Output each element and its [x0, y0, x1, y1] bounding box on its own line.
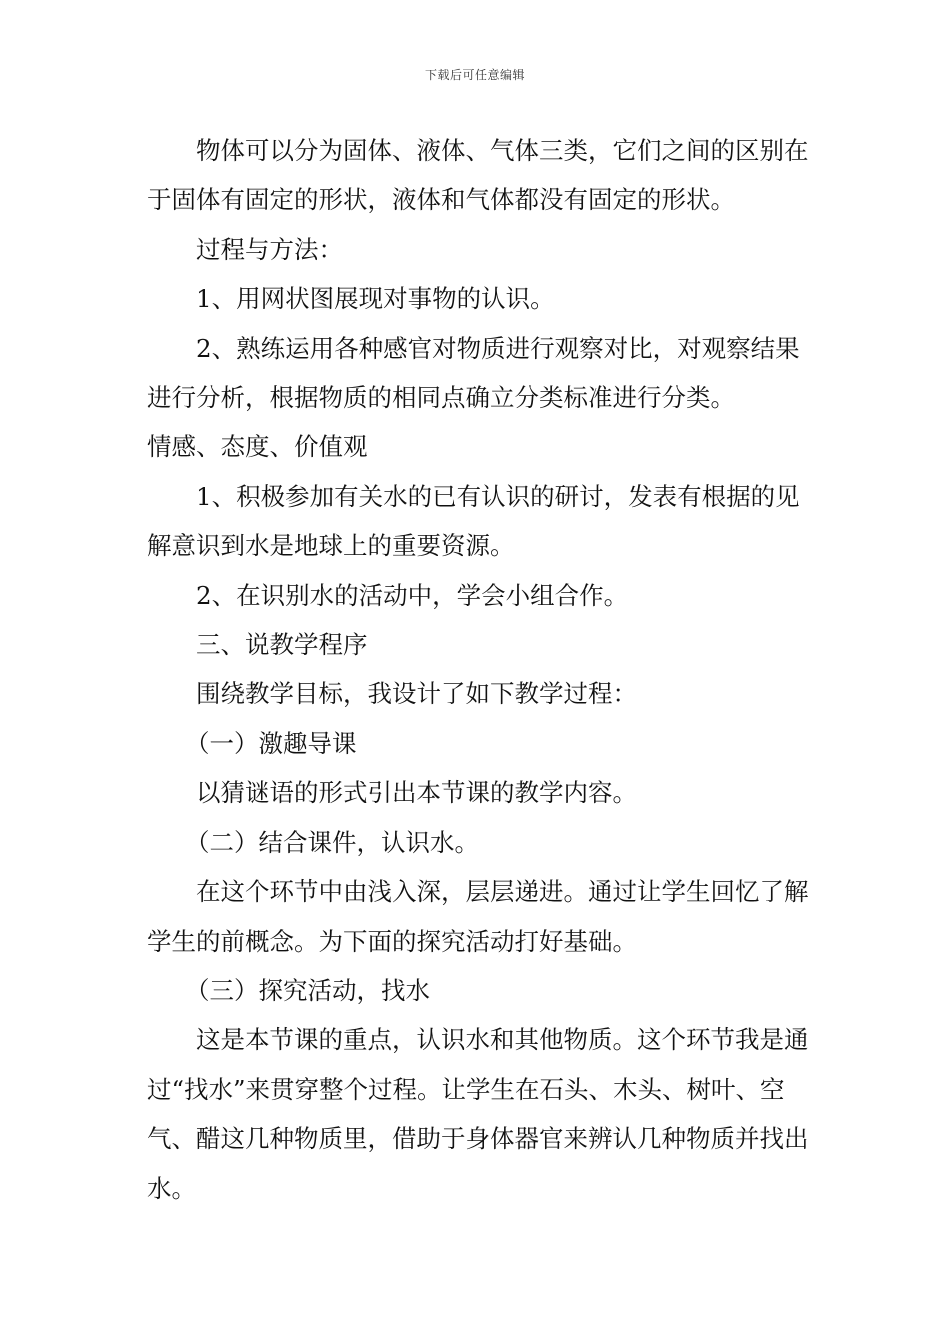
- section-heading: 三、说教学程序: [196, 630, 368, 660]
- paragraph: 以猜谜语的形式引出本节课的教学内容。: [196, 778, 637, 808]
- document-body: [147, 126, 812, 1213]
- section-heading: 情感、态度、价值观: [147, 432, 368, 462]
- page-header: 下载后可任意编辑: [424, 68, 525, 82]
- paragraph: 过程与方法：: [196, 234, 343, 264]
- paragraph: 这是本节课的重点，认识水和其他物质。这个环节我是通过“找水”来贯穿整个过程。让学生在石头、木头、树叶、空气、醋这几种物质里，借助于身体器官来辨认几种物质并找出水。: [147, 1025, 809, 1203]
- paragraph: 2、熟练运用各种感官对物质进行观察对比，对观察结果进行分析，根据物质的相同点确立分类标准进行分类。: [147, 333, 800, 413]
- paragraph: 物体可以分为固体、液体、气体三类，它们之间的区别在于固体有固定的形状，液体和气体都没有固定的形状。: [147, 136, 809, 215]
- paragraph: 2、在识别水的活动中，学会小组合作。: [196, 580, 629, 610]
- paragraph: 在这个环节中由浅入深，层层递进。通过让学生回忆了解学生的前概念。为下面的探究活动打好基础。: [147, 877, 809, 956]
- paragraph: 围绕教学目标，我设计了如下教学过程：: [196, 679, 637, 709]
- subsection-heading: （一）激趣导课: [184, 728, 357, 758]
- paragraph: 1、用网状图展现对事物的认识。: [196, 284, 555, 314]
- subsection-heading: （三）探究活动，找水: [184, 975, 430, 1005]
- subsection-heading: （二）结合课件，认识水。: [184, 827, 479, 857]
- paragraph: 1、积极参加有关水的已有认识的研讨，发表有根据的见解意识到水是地球上的重要资源。: [147, 481, 800, 561]
